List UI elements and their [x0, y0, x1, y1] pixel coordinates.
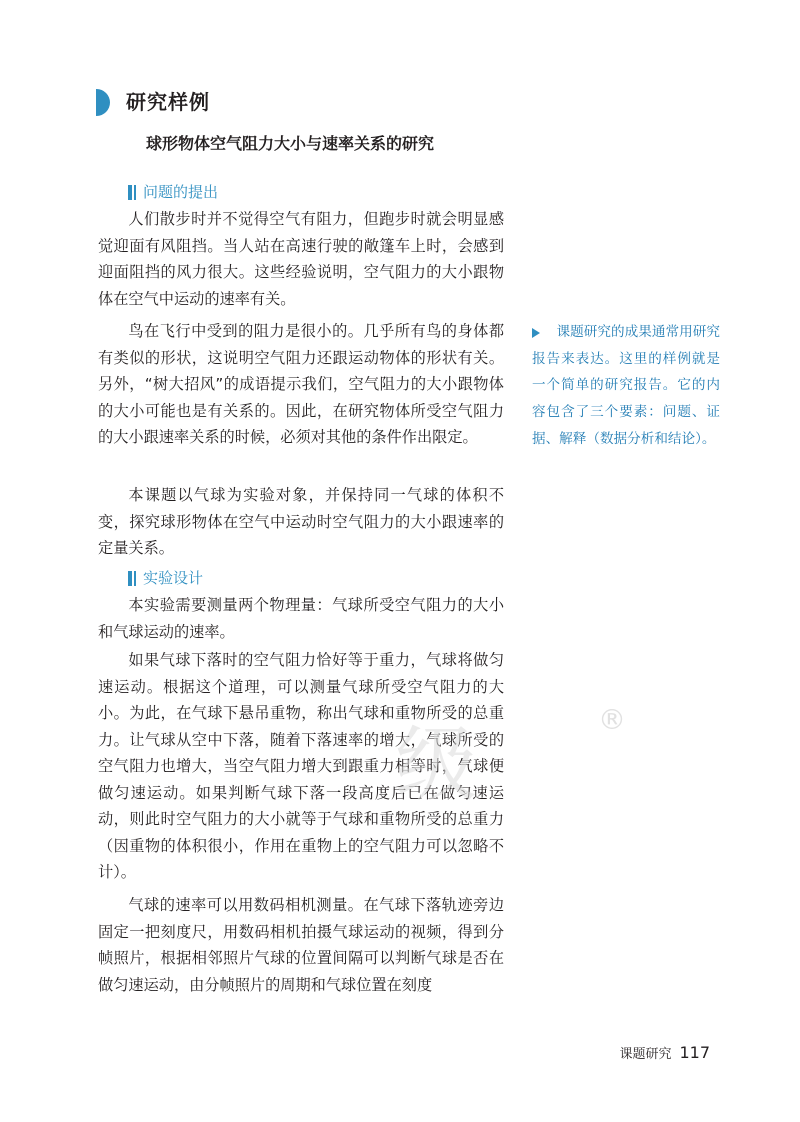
subhead-marker: [128, 571, 132, 586]
subhead-marker: [134, 571, 136, 586]
subhead-marker: [134, 185, 136, 200]
paper-title: 球形物体空气阻力大小与速率关系的研究: [146, 134, 435, 153]
section-title: 研究样例: [126, 90, 210, 114]
paragraph-3: 本课题以气球为实验对象，并保持同一气球的体积不变，探究球形物体在空气中运动时空气阻力的大小跟速率的定量关系。: [98, 486, 504, 557]
side-note-text: 课题研究的成果通常用研究报告来表达。这里的样例就是一个简单的研究报告。它的内容包含了三个要素：问题、证据、解释（数据分析和结论）。: [532, 324, 720, 447]
registered-mark: ®: [598, 703, 626, 736]
page-footer: [619, 1043, 710, 1062]
subhead-marker: [128, 185, 132, 200]
subhead-label: 实验设计: [143, 569, 204, 587]
section-marker: [96, 89, 110, 116]
subhead-problem: [128, 180, 218, 204]
paragraph-2: 鸟在飞行中受到的阻力是很小的。几乎所有鸟的身体都有类似的形状，这说明空气阻力还跟运动物体的形状有关。另外，“树大招风”的成语提示我们，空气阻力的大小跟物体的大小可能也是有关系的。因此，在研究物体所受空气阻力的大小跟速率关系的时候，必须对其他的条件作出限定。: [98, 322, 504, 446]
paragraph-5: 如果气球下落时的空气阻力恰好等于重力，气球将做匀速运动。根据这个道理，可以测量气球所受空气阻力的大小。为此，在气球下悬吊重物，称出气球和重物所受的总重力。让气球从空中下落，随着下落速率的增大，气球所受的空气阻力也增大，当空气阻力增大到跟重力相等时，气球便做匀速运动。如果判断气球下落一段高度后已在做匀速运动，则此时空气阻力的大小就等于气球和重物所受的总重力（因重物的体积很小，作用在重物上的空气阻力可以忽略不计）。: [98, 651, 504, 881]
paragraph-6: 气球的速率可以用数码相机测量。在气球下落轨迹旁边固定一把刻度尺，用数码相机拍摄气球运动的视频，得到分帧照片，根据相邻照片气球的位置间隔可以判断气球是否在做匀速运动，由分帧照片的周期和气球位置在刻度: [98, 896, 504, 994]
side-note: [532, 319, 720, 453]
triangle-pointer-icon: [532, 328, 540, 338]
page-number: 117: [679, 1043, 710, 1062]
footer-label: 课题研究: [619, 1047, 672, 1062]
paragraph-4: 本实验需要测量两个物理量：气球所受空气阻力的大小和气球运动的速率。: [98, 596, 504, 641]
subhead-label: 问题的提出: [143, 183, 219, 201]
watermark: 级: [395, 718, 478, 813]
subhead-design: [128, 566, 203, 590]
paragraph-1: 人们散步时并不觉得空气有阻力，但跑步时就会明显感觉迎面有风阻挡。当人站在高速行驶的敞篷车上时，会感到迎面阻挡的风力很大。这些经验说明，空气阻力的大小跟物体在空气中运动的速率有关。: [98, 210, 504, 308]
